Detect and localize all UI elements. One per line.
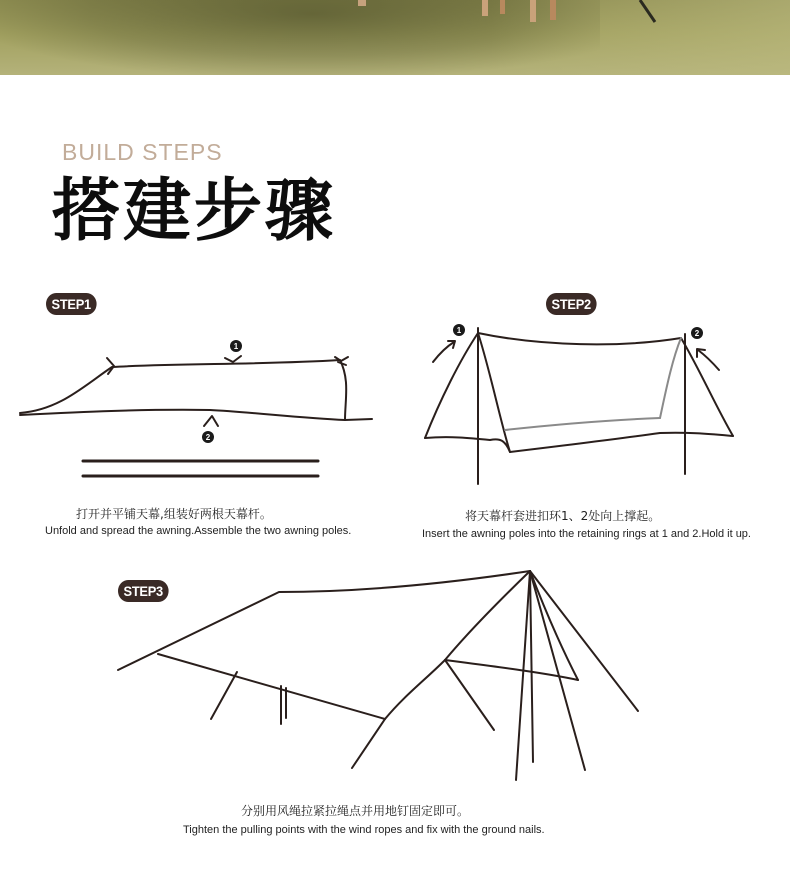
marker-one-icon: [453, 324, 465, 336]
step2-caption-cn: 将天幕杆套进扣环1、2处向上撑起。: [465, 509, 661, 523]
step3-caption-cn: 分别用风绳拉紧拉绳点并用地钉固定即可。: [241, 804, 470, 818]
step2-caption-en: Insert the awning poles into the retaining rings at 1 and 2.Hold it up.: [422, 528, 751, 540]
step2-badge: STEP2: [546, 293, 596, 315]
arrow-icon: [697, 349, 719, 370]
svg-text:2: 2: [205, 433, 211, 442]
step1-caption-cn: 打开并平铺天幕,组装好两根天幕杆。: [76, 507, 272, 521]
svg-text:1: 1: [233, 342, 239, 351]
step2-awning-illustration: [425, 328, 733, 484]
svg-text:2: 2: [694, 329, 700, 338]
svg-text:1: 1: [456, 326, 462, 335]
arrow-icon: [433, 341, 455, 362]
section-title: 搭建步骤: [52, 172, 337, 251]
step3-awning-illustration: [118, 571, 638, 780]
section-subtitle: BUILD STEPS: [62, 139, 223, 165]
step3-badge: STEP3: [118, 580, 168, 602]
step1-poles: [83, 461, 318, 476]
step1-awning-illustration: [20, 356, 372, 426]
marker-two-icon: [691, 327, 703, 339]
step1-caption-en: Unfold and spread the awning.Assemble the two awning poles.: [45, 525, 352, 537]
step1-badge: STEP1: [46, 293, 96, 315]
marker-two-icon: [202, 431, 214, 443]
step3-caption-en: Tighten the pulling points with the wind ropes and fix with the ground nails.: [183, 824, 545, 836]
marker-one-icon: [230, 340, 242, 352]
